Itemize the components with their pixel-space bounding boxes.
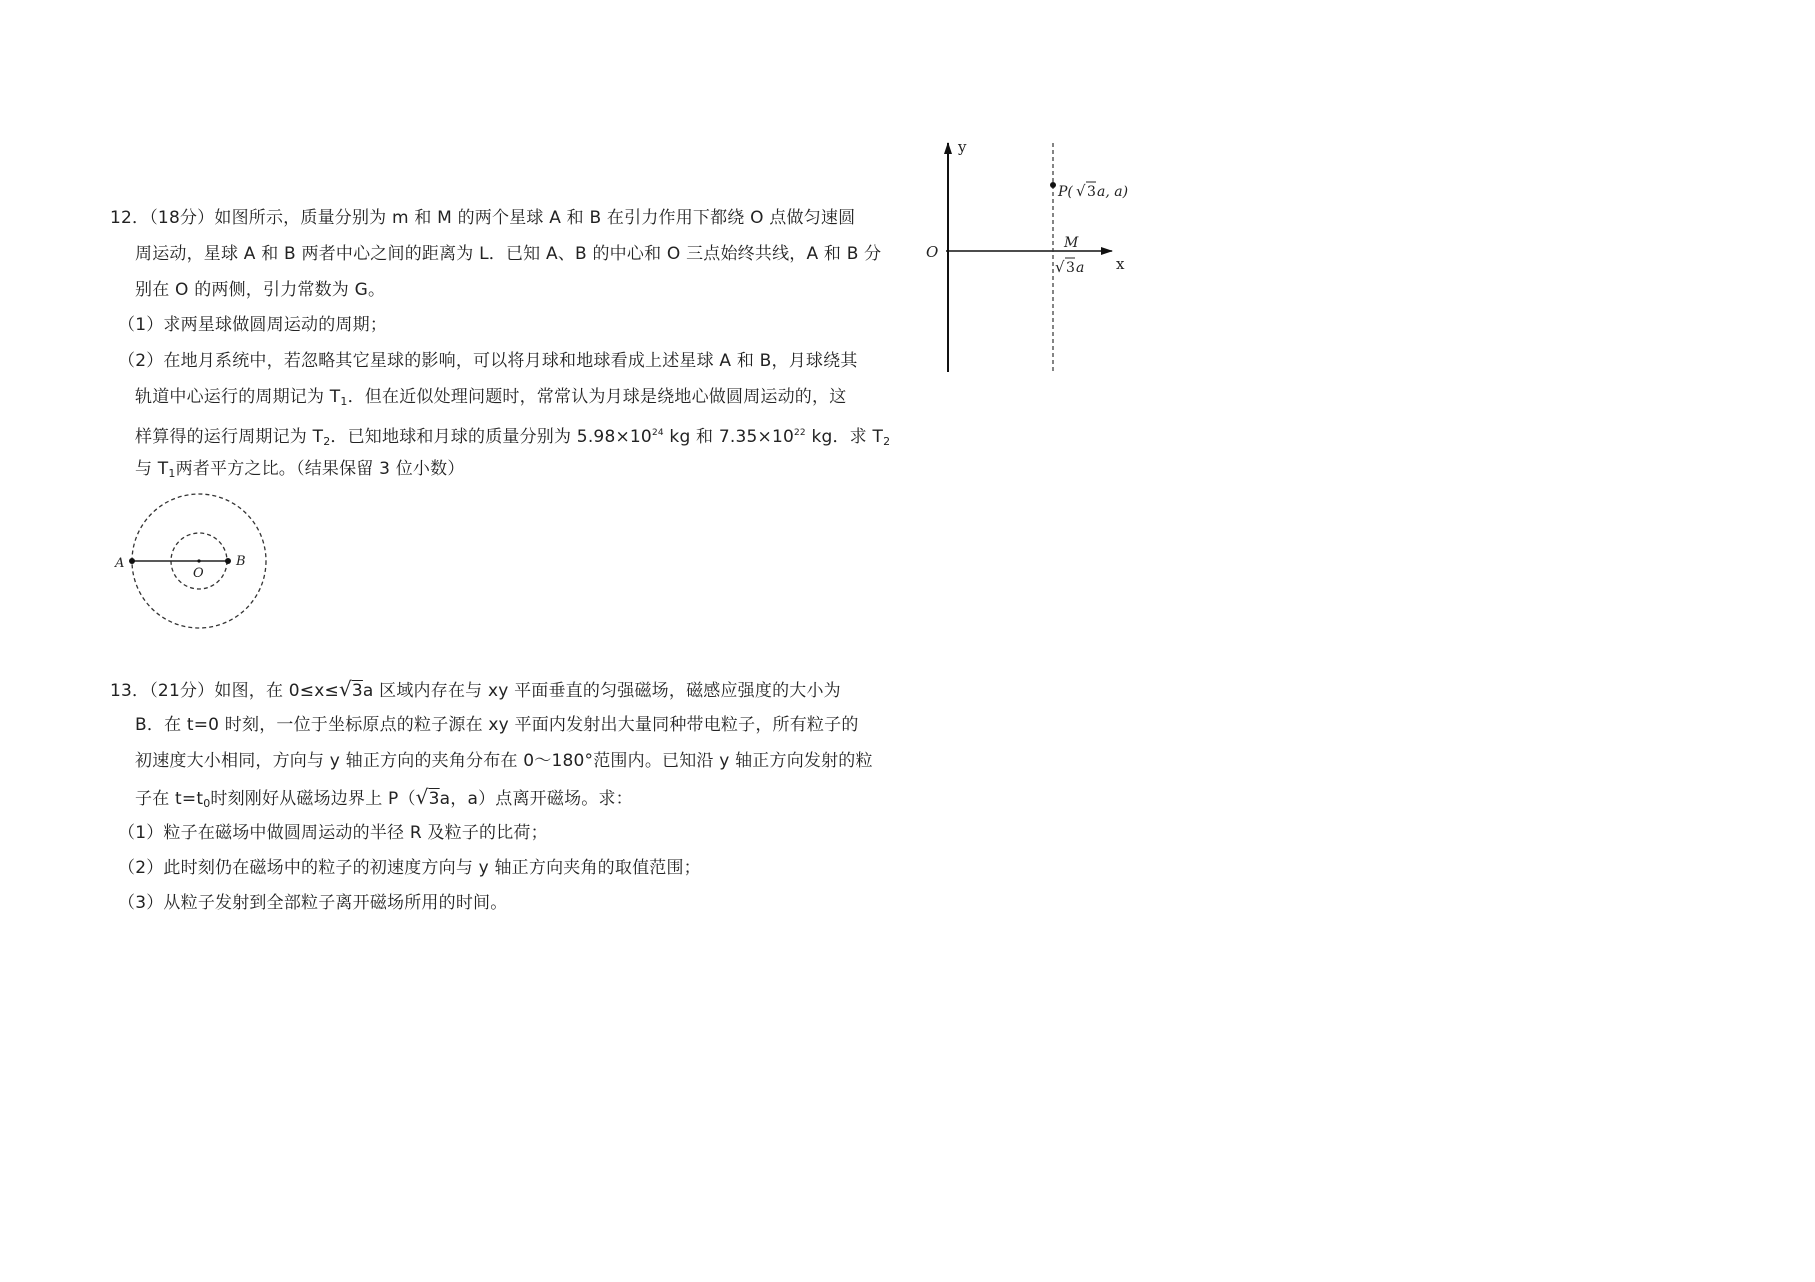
subscript: 0 [203, 797, 211, 810]
radical-sign: √ [338, 677, 352, 701]
coordinate-diagram [920, 135, 1160, 375]
radical-sign: √ [415, 785, 429, 809]
q13-stem-line-4 [135, 786, 633, 815]
q13-part-1: （1）粒子在磁场中做圆周运动的半径 R 及粒子的比荷； [118, 823, 548, 843]
star-b-dot [225, 558, 231, 564]
star-a-dot [129, 558, 135, 564]
q13-stem-line-2: B．在 t=0 时刻，一位于坐标原点的粒子源在 xy 平面内发射出大量同种带电粒子，所有粒子的 [135, 715, 859, 735]
label-b: B [236, 554, 246, 569]
m-value-variable: a [1076, 260, 1085, 276]
superscript: 24 [651, 428, 664, 438]
superscript: 22 [793, 428, 806, 438]
point-p-radicand: 3 [1087, 184, 1096, 200]
text-run: kg 和 7.35×10 [663, 427, 794, 447]
subscript: 1 [168, 467, 176, 480]
q12-part-2-line-2 [135, 386, 846, 413]
x-axis-label: x [1116, 255, 1125, 273]
subscript: 2 [323, 435, 331, 448]
point-p-name: P( [1058, 184, 1073, 200]
point-p-rest: a, a) [1097, 184, 1129, 200]
q13-stem-line-1 [110, 678, 841, 702]
radicand: 3 [351, 681, 363, 701]
text-run: 时刻刚好从磁场边界上 P（ [210, 789, 416, 809]
point-p-dot [1050, 182, 1056, 188]
orbit-diagram [105, 485, 280, 635]
radicand: 3 [428, 789, 440, 809]
text-run: a 区域内存在与 xy 平面垂直的匀强磁场，磁感应强度的大小为 [362, 681, 841, 701]
text-run: kg．求 T [805, 427, 884, 447]
y-axis-label: y [958, 138, 967, 156]
center-o-dot [197, 559, 200, 562]
q12-part-1: （1）求两星球做圆周运动的周期； [118, 315, 388, 335]
label-o: O [193, 566, 204, 581]
subscript: 2 [883, 435, 891, 448]
q12-stem-line-3: 别在 O 的两侧，引力常数为 G。 [135, 280, 386, 300]
q12-part-2-line-4 [135, 458, 465, 485]
q12-stem-line-1: 12．（18分）如图所示，质量分别为 m 和 M 的两个星球 A 和 B 在引力作用下都绕 O 点做匀速圆 [110, 208, 856, 228]
text-run: 与 T [135, 459, 169, 479]
subscript: 1 [340, 395, 348, 408]
q12-stem-line-2: 周运动，星球 A 和 B 两者中心之间的距离为 L．已知 A、B 的中心和 O 三点始终共线，A 和 B 分 [135, 244, 882, 264]
origin-label: O [926, 243, 939, 261]
text-run: 两者平方之比。（结果保留 3 位小数） [175, 459, 465, 479]
label-a: A [115, 556, 125, 571]
text-run: ．已知地球和月球的质量分别为 5.98×10 [330, 427, 652, 447]
q13-stem-line-3: 初速度大小相同，方向与 y 轴正方向的夹角分布在 0～180°范围内。已知沿 y 轴正方向发射的粒 [135, 751, 873, 771]
text-run: ．但在近似处理问题时，常常认为月球是绕地心做圆周运动的，这 [347, 387, 847, 407]
text-run: a，a）点离开磁场。求： [439, 789, 633, 809]
point-m-label: M [1064, 235, 1079, 251]
text-run: 子在 t=t [135, 789, 204, 809]
m-value-radicand: 3 [1066, 260, 1075, 276]
text-run: 轨道中心运行的周期记为 T [135, 387, 341, 407]
text-run: 13．（21分）如图，在 0≤x≤ [110, 681, 339, 701]
text-run: 样算得的运行周期记为 T [135, 427, 324, 447]
q12-part-2-line-1: （2）在地月系统中，若忽略其它星球的影响，可以将月球和地球看成上述星球 A 和 B，月球绕其 [118, 351, 858, 371]
q12-part-2-line-3 [135, 422, 890, 453]
sqrt-symbol: √ [1076, 182, 1086, 200]
q13-part-2: （2）此时刻仍在磁场中的粒子的初速度方向与 y 轴正方向夹角的取值范围； [118, 858, 701, 878]
q13-part-3: （3）从粒子发射到全部粒子离开磁场所用的时间。 [118, 893, 508, 913]
sqrt-symbol: √ [1055, 258, 1065, 276]
